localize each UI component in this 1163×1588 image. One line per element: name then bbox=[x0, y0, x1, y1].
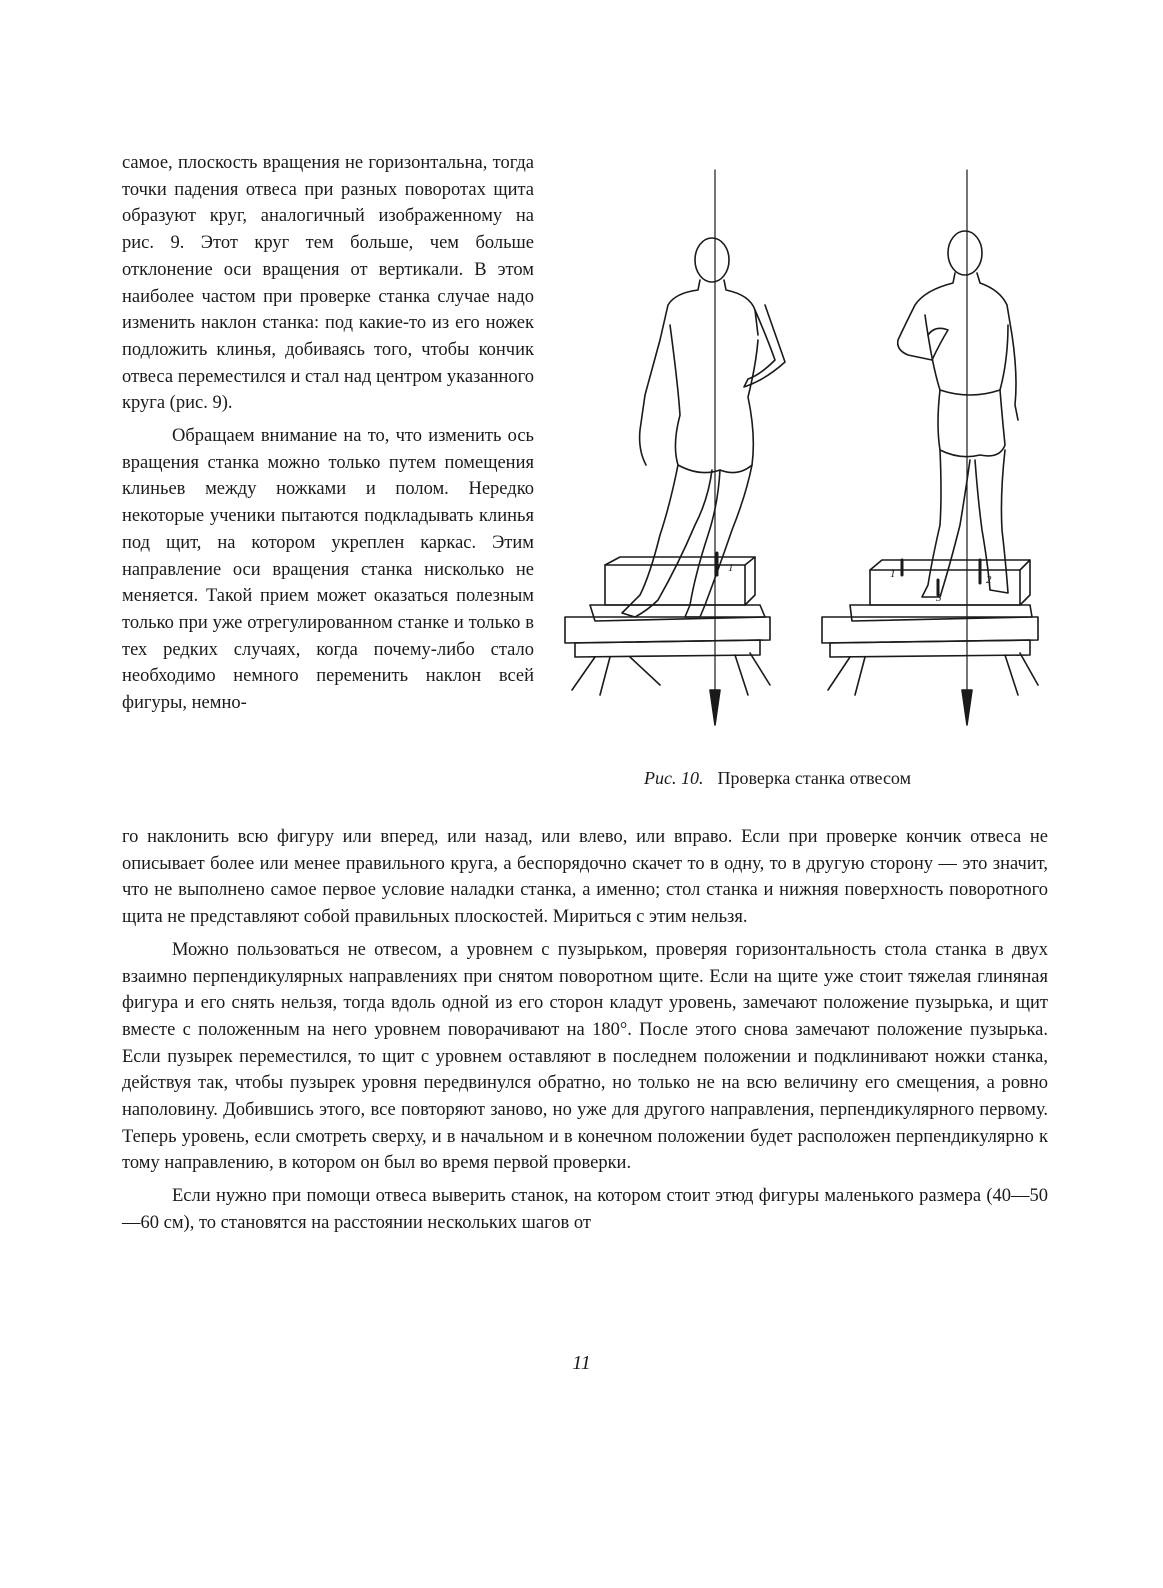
paragraph-4: Если нужно при помощи отвеса выверить станок, на котором стоит этюд фигуры маленького размера (40—50—60 см), то становятся на расстоянии нескольких шагов от bbox=[122, 1186, 1048, 1233]
marker-label-2: 2 bbox=[986, 574, 992, 586]
paragraph-2-continued: го наклонить всю фигуру или вперед, или назад, или влево, или вправо. Если при проверке кончик отвеса не описывает более или менее правильного круга, а беспорядочно скачет то в одну, то в другую сторону — это значит, что не выполнено самое первое условие наладки станка, а именно; стол станка и нижняя поверхность поворотного щита не представляют собой правильных плоскостей. Мириться с этим нельзя. bbox=[122, 827, 1048, 928]
right-stand-drawing bbox=[822, 170, 1038, 725]
caption-ref: Рис. 10. bbox=[644, 768, 704, 788]
paragraph-1: самое, плоскость вращения не горизонтальна, тогда точки падения отвеса при разных поворотах щита образуют круг, аналогичный изображенному на рис. 9. Этот круг тем больше, чем больше отклонение оси вращения от вертикали. В этом наиболее частом при проверке станка случае надо изменить наклон станка: под какие-то из его ножек подложить клинья, добиваясь того, чтобы кончик отвеса переместился и стал над центром указанного круга (рис. 9). bbox=[122, 153, 534, 414]
marker-label-1-left: 1 bbox=[728, 562, 734, 574]
marker-label-3: 3 bbox=[936, 592, 942, 604]
page-number: 11 bbox=[572, 1352, 591, 1374]
plumb-line-illustration bbox=[560, 165, 1060, 755]
figure-10 bbox=[560, 165, 1060, 765]
paragraph-2: Обращаем внимание на то, что изменить ось вращения станка можно только путем помещения клиньев между ножками и полом. Нередко некоторые ученики пытаются подкладывать клинья под щит, на котором укреплен каркас. Этим направление оси вращения станка нисколько не меняется. Такой прием может оказаться полезным только при уже отрегулированном станке и только в тех редких случаях, когда почему-либо стало необходимо немного переменить наклон всей фигуры, немно- bbox=[122, 426, 534, 714]
marker-label-1-right: 1 bbox=[890, 568, 896, 580]
figure-caption bbox=[644, 768, 911, 789]
full-width-text bbox=[122, 824, 1048, 1237]
left-text-column bbox=[122, 150, 534, 717]
caption-text: Проверка станка отвесом bbox=[717, 768, 911, 788]
paragraph-3: Можно пользоваться не отвесом, а уровнем с пузырьком, проверяя горизонтальность стола станка в двух взаимно перпендикулярных направлениях при снятом поворотном щите. Если на щите уже стоит тяжелая глиняная фигура и его снять нельзя, тогда вдоль одной из его сторон кладут уровень, замечают положение пузырька, и щит вместе с положенным на него уровнем поворачивают на 180°. После этого снова замечают положение пузырька. Если пузырек переместился, то щит с уровнем оставляют в последнем положении и подклинивают ножки станка, действуя так, чтобы пузырек уровня передвинулся обратно, но только не на всю величину его смещения, а ровно наполовину. Добившись этого, все повторяют заново, но уже для другого направления, перпендикулярного первому. Теперь уровень, если смотреть сверху, и в начальном и в конечном положении будет расположен перпендикулярно к тому направлению, в котором он был во время первой проверки. bbox=[122, 939, 1048, 1174]
left-stand-drawing bbox=[565, 170, 785, 725]
